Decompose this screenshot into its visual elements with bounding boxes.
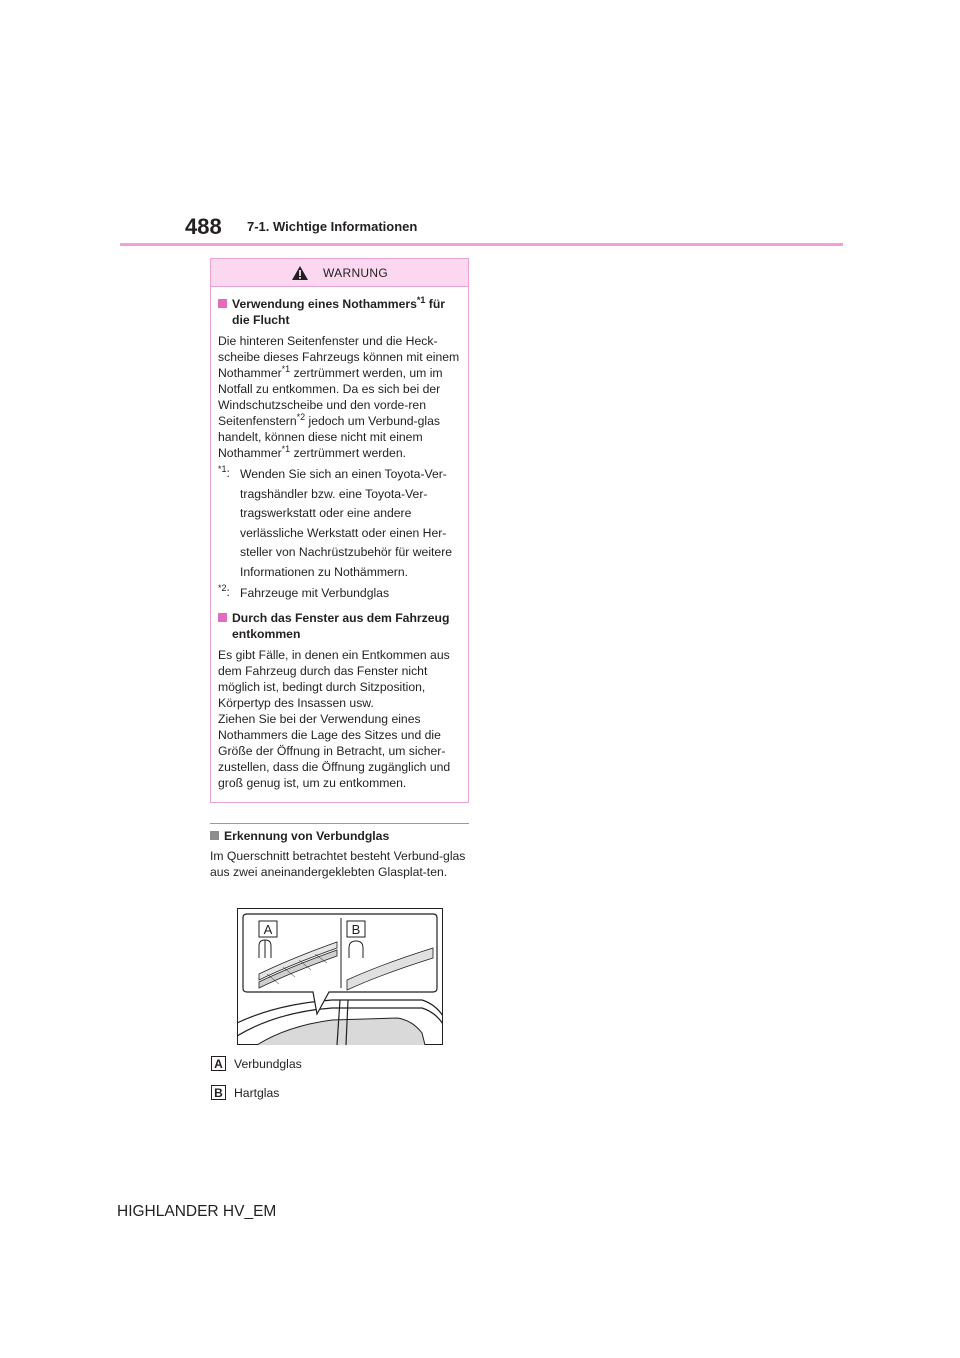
footnote-1: $^{*1}$: Wenden Sie sich an einen Toyota-Ver-tragshändler bzw. eine Toyota-Ver-tragswerkstatt oder eine andere verlässliche Werkstatt oder einen Her-steller von Nachrüstzubehör für weitere Informationen zu Nothämmern. xyxy=(218,463,453,579)
warning-title: WARNUNG xyxy=(323,265,388,280)
square-bullet-icon xyxy=(218,299,227,308)
legend-text-b: Hartglas xyxy=(234,1085,280,1100)
legend-key-a: A xyxy=(211,1056,226,1071)
warning-body xyxy=(211,287,468,791)
warning-box xyxy=(210,258,469,803)
warning-item1-paragraph: Die hinteren Seitenfenster und die Heck-scheibe dieses Fahrzeugs können mit einem Nothammer$^{*1}$ zertrümmert werden, um im Notfall zu entkommen. Da es sich bei der Windschutzscheibe und den vorde-ren Seitenfenstern$^{*2}$ jedoch um Verbund-glas handelt, können diese nicht mit einem Nothammer$^{*1}$ zertrümmert werden. xyxy=(218,334,460,460)
legend-item-a xyxy=(211,1056,302,1071)
square-bullet-icon xyxy=(210,831,219,840)
footer-model: HIGHLANDER HV_EM xyxy=(117,1203,277,1220)
header-rule xyxy=(120,243,843,246)
square-bullet-icon xyxy=(218,613,227,622)
warning-item2-heading: Durch das Fenster aus dem Fahrzeug entkommen xyxy=(218,610,461,642)
figure-label-a: A xyxy=(263,922,273,937)
warning-item2-paragraph-2: Ziehen Sie bei der Verwendung eines Nothammers die Lage des Sitzes und die Größe der Öffnung in Betracht, um sicher-zustellen, dass die Öffnung zugänglich und groß genug ist, um zu entkommen. xyxy=(218,711,451,790)
section-heading: Erkennung von Verbundglas xyxy=(210,828,472,844)
page-number: 488 xyxy=(185,214,222,239)
warning-triangle-icon xyxy=(291,265,309,281)
figure-label-b: B xyxy=(351,922,361,937)
legend-item-b xyxy=(211,1085,279,1100)
section-title: 7-1. Wichtige Informationen xyxy=(247,219,418,234)
section-text: Im Querschnitt betrachtet besteht Verbund-glas aus zwei aneinandergeklebten Glasplat-ten. xyxy=(210,849,466,879)
warning-header xyxy=(211,259,468,287)
legend-key-b: B xyxy=(211,1085,226,1100)
section-divider xyxy=(210,823,469,824)
legend-text-a: Verbundglas xyxy=(234,1056,302,1071)
warning-item2-paragraph-1: Es gibt Fälle, in denen ein Entkommen aus dem Fahrzeug durch das Fenster nicht möglich ist, bedingt durch Sitzposition, Körpertyp des Insassen usw. xyxy=(218,647,450,710)
glass-illustration xyxy=(237,908,443,1045)
warning-item1-heading: Verwendung eines Nothammers$^{*1}$ für die Flucht xyxy=(218,296,461,328)
footnote-2: $^{*2}$: Fahrzeuge mit Verbundglas xyxy=(218,582,390,600)
laminated-glass-section xyxy=(210,828,472,880)
